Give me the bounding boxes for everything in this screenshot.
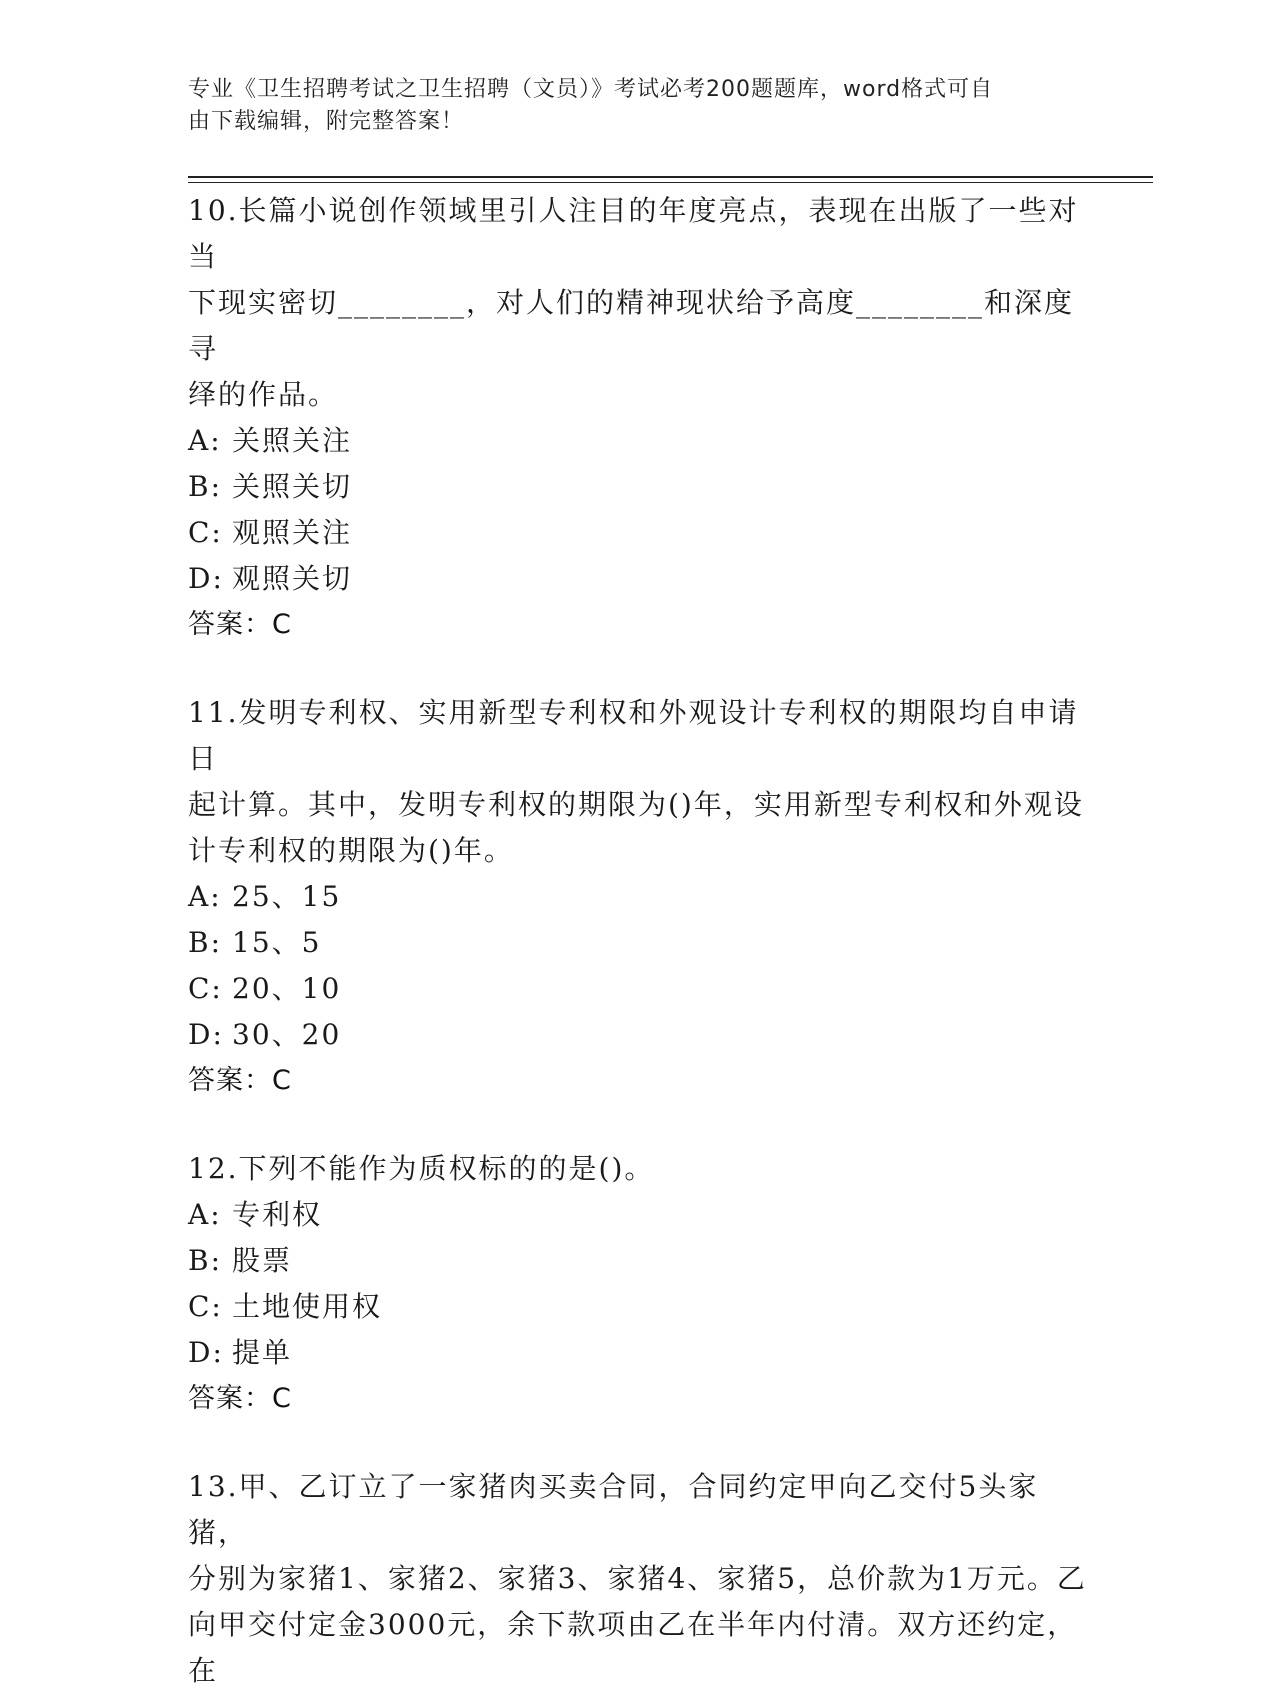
header-divider-thick	[188, 176, 1153, 178]
question-stem-line: 起计算。其中，发明专利权的期限为()年，实用新型专利权和外观设	[188, 788, 1084, 821]
question-11	[188, 690, 1088, 1104]
answer-label: 答案：	[188, 609, 272, 640]
answer-value: C	[272, 1383, 291, 1414]
header-divider-thin	[188, 182, 1153, 183]
question-13	[188, 1464, 1088, 1694]
answer-line	[188, 602, 1088, 648]
option-text: 15、5	[232, 926, 322, 959]
answer-value: C	[272, 1065, 291, 1096]
option-text: 30、20	[232, 1018, 342, 1051]
option-d	[188, 1012, 1088, 1058]
option-a	[188, 874, 1088, 920]
question-stem-line: 分别为家猪1、家猪2、家猪3、家猪4、家猪5，总价款为1万元。乙	[188, 1562, 1087, 1595]
option-key: D:	[188, 1336, 224, 1369]
option-key: C:	[188, 972, 223, 1005]
option-key: B:	[188, 926, 223, 959]
question-stem-line: 向甲交付定金3000元，余下款项由乙在半年内付清。双方还约定，在	[188, 1608, 1078, 1687]
option-text: 关照关注	[232, 424, 353, 457]
option-text: 关照关切	[232, 470, 353, 503]
answer-value: C	[272, 609, 291, 640]
option-text: 专利权	[232, 1198, 323, 1231]
answer-label: 答案：	[188, 1065, 272, 1096]
option-b	[188, 464, 1088, 510]
question-list	[188, 188, 1088, 1694]
option-key: D:	[188, 1018, 224, 1051]
answer-label: 答案：	[188, 1383, 272, 1414]
question-stem-line: 12.下列不能作为质权标的的是()。	[188, 1152, 655, 1185]
question-12	[188, 1146, 1088, 1422]
option-text: 提单	[232, 1336, 293, 1369]
option-text: 观照关切	[232, 562, 353, 595]
option-b	[188, 920, 1088, 966]
option-key: C:	[188, 1290, 223, 1323]
question-stem-line: 11.发明专利权、实用新型专利权和外观设计专利权的期限均自申请日	[188, 696, 1079, 775]
spacer	[188, 1422, 1088, 1464]
option-a	[188, 418, 1088, 464]
option-a	[188, 1192, 1088, 1238]
option-key: A:	[188, 424, 222, 457]
option-key: B:	[188, 1244, 223, 1277]
header-line-2: 由下载编辑，附完整答案！	[188, 109, 465, 134]
option-key: D:	[188, 562, 224, 595]
option-key: A:	[188, 1198, 222, 1231]
option-c	[188, 966, 1088, 1012]
header-line-1: 专业《卫生招聘考试之卫生招聘（文员）》考试必考200题题库，word格式可自	[188, 77, 994, 102]
question-stem-line: 绎的作品。	[188, 378, 339, 411]
option-text: 20、10	[232, 972, 342, 1005]
document-header	[188, 74, 1068, 138]
option-key: C:	[188, 516, 223, 549]
question-stem-line: 下现实密切________，对人们的精神现状给予高度________和深度寻	[188, 286, 1075, 365]
question-stem-line: 计专利权的期限为()年。	[188, 834, 514, 867]
option-d	[188, 1330, 1088, 1376]
option-text: 股票	[232, 1244, 293, 1277]
option-key: A:	[188, 880, 222, 913]
spacer	[188, 648, 1088, 690]
spacer	[188, 1104, 1088, 1146]
answer-line	[188, 1376, 1088, 1422]
question-stem-line: 10.长篇小说创作领域里引人注目的年度亮点，表现在出版了一些对当	[188, 194, 1079, 273]
answer-line	[188, 1058, 1088, 1104]
option-text: 25、15	[232, 880, 342, 913]
option-key: B:	[188, 470, 223, 503]
option-c	[188, 1284, 1088, 1330]
option-text: 观照关注	[232, 516, 353, 549]
question-stem-line: 13.甲、乙订立了一家猪肉买卖合同，合同约定甲向乙交付5头家猪，	[188, 1470, 1039, 1549]
question-10	[188, 188, 1088, 648]
option-b	[188, 1238, 1088, 1284]
option-text: 土地使用权	[232, 1290, 383, 1323]
option-c	[188, 510, 1088, 556]
option-d	[188, 556, 1088, 602]
